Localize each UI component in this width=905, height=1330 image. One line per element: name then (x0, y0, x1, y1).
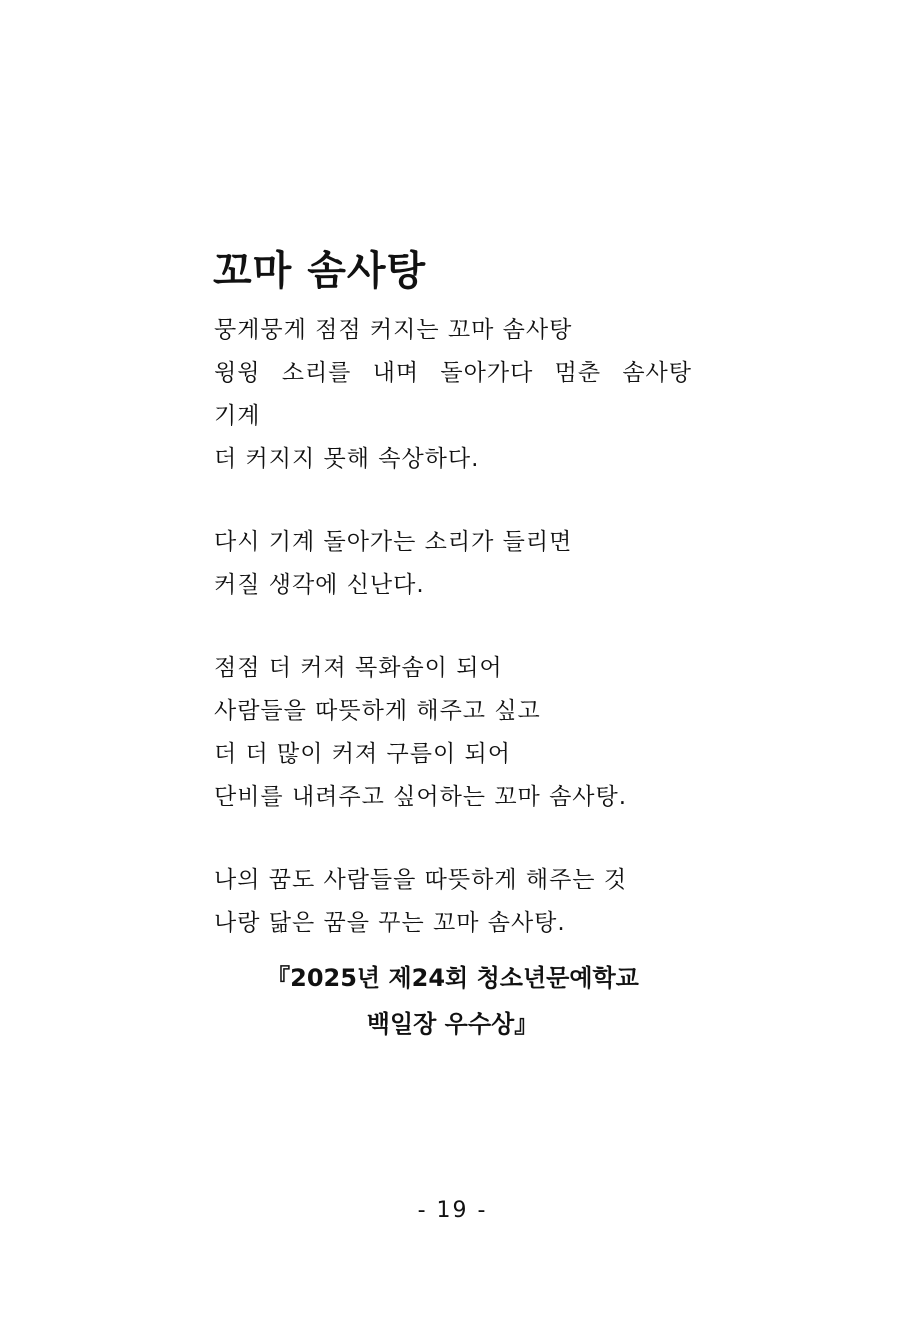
award-line-2: 백일장 우수상』 (366, 1010, 539, 1038)
poem-line: 나랑 닮은 꿈을 꾸는 꼬마 솜사탕. (214, 910, 566, 936)
poem-line: 뭉게뭉게 점점 커지는 꼬마 솜사탕 (214, 317, 573, 343)
poem-body (214, 309, 704, 945)
stanza-gap (214, 607, 704, 647)
award-caption (0, 955, 905, 1047)
stanza-3 (214, 647, 704, 819)
poem-line: 윙윙 소리를 내며 돌아가다 멈춘 솜사탕 (214, 360, 692, 386)
award-line-1: 『2025년 제24회 청소년문예학교 (266, 964, 639, 992)
poem-line: 단비를 내려주고 싶어하는 꼬마 솜사탕. (214, 784, 628, 810)
poem-title: 꼬마 솜사탕 (213, 248, 427, 294)
stanza-gap (214, 481, 704, 521)
stanza-4 (214, 859, 704, 945)
poem-line: 커질 생각에 신난다. (214, 572, 425, 598)
stanza-2 (214, 521, 704, 607)
page-number: - 19 - (417, 1198, 488, 1223)
poem-line: 더 더 많이 커져 구름이 되어 (214, 741, 511, 767)
poem-line: 더 커지지 못해 속상하다. (214, 446, 480, 472)
poem-line: 다시 기계 돌아가는 소리가 들리면 (214, 529, 573, 555)
poem-line: 점점 더 커져 목화솜이 되어 (214, 655, 503, 681)
poem-line: 나의 꿈도 사람들을 따뜻하게 해주는 것 (214, 867, 628, 893)
poem-line: 사람들을 따뜻하게 해주고 싶고 (214, 698, 541, 724)
stanza-1 (214, 309, 704, 481)
poem-line: 기계 (214, 403, 261, 429)
stanza-gap (214, 819, 704, 859)
